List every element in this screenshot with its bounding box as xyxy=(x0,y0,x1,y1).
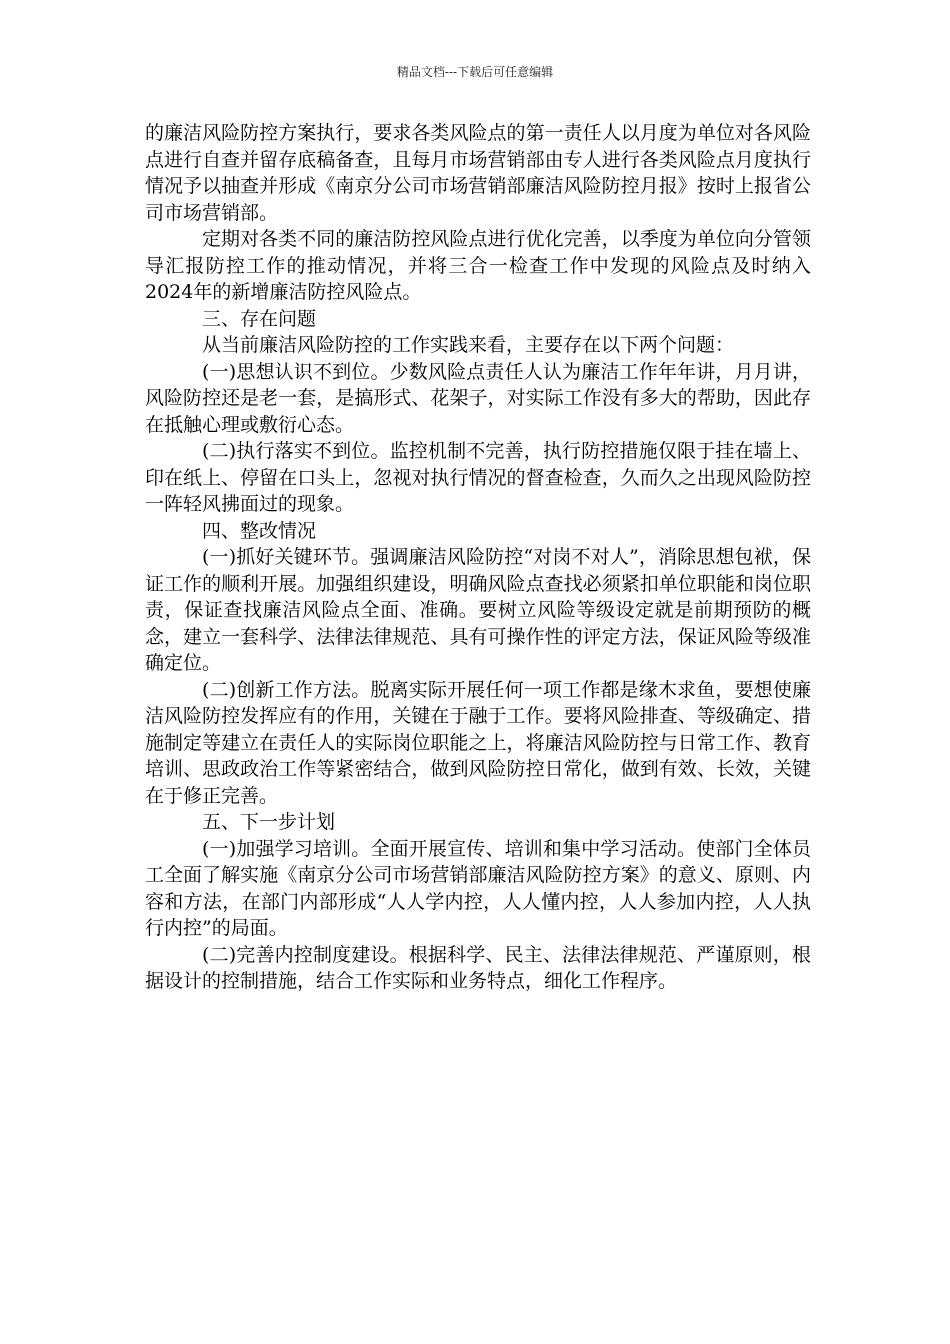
paragraph-problems-intro: 从当前廉洁风险防控的工作实践来看，主要存在以下两个问题： xyxy=(202,334,735,356)
paragraph-plan-1: (一)加强学习培训。全面开展宣传、培训和集中学习活动。使部门全体员工全面了解实施《南京分公司市场营销部廉洁风险防控方案》的意义、原则、内容和方法，在部门内部形成“人人学内控，人人懂内控，人人参加内控，人人执行内控”的局面。 xyxy=(145,837,811,939)
section-heading-rectification: 四、整改情况 xyxy=(202,519,317,542)
paragraph-rectification-2: (二)创新工作方法。脱离实际开展任何一项工作都是缘木求鱼，要想使廉洁风险防控发挥应有的作用，关键在于融于工作。要将风险排查、等级确定、措施制定等建立在责任人的实际岗位职能之上，将廉洁风险防控与日常工作、教育培训、思政政治工作等紧密结合，做到风险防控日常化，做到有效、长效，关键在于修正完善。 xyxy=(145,678,811,807)
document-body xyxy=(145,120,811,995)
section-heading-next-plan: 五、下一步计划 xyxy=(202,811,336,833)
paragraph-plan-2: (二)完善内控制度建设。根据科学、民主、法律法律规范、严谨原则，根据设计的控制措施，结合工作实际和业务特点，细化工作程序。 xyxy=(145,943,811,992)
paragraph-problem-1: (一)思想认识不到位。少数风险点责任人认为廉洁工作年年讲，月月讲，风险防控还是老一套，是搞形式、花架子，对实际工作没有多大的帮助，因此存在抵触心理或敷衍心态。 xyxy=(145,360,811,436)
paragraph-problem-2: (二)执行落实不到位。监控机制不完善，执行防控措施仅限于挂在墙上、印在纸上、停留在口头上，忽视对执行情况的督查检查，久而久之出现风险防控一阵轻风拂面过的现象。 xyxy=(145,440,811,515)
paragraph-periodic-optimization: 定期对各类不同的廉洁防控风险点进行优化完善，以季度为单位向分管领导汇报防控工作的推动情况，并将三合一检查工作中发现的风险点及时纳入2024年的新增廉洁防控风险点。 xyxy=(145,228,811,303)
section-heading-existing-problems: 三、存在问题 xyxy=(202,307,317,330)
paragraph-continuation: 的廉洁风险防控方案执行，要求各类风险点的第一责任人以月度为单位对各风险点进行自查并留存底稿备查，且每月市场营销部由专人进行各类风险点月度执行情况予以抽查并形成《南京分公司市场营销部廉洁风险防控月报》按时上报省公司市场营销部。 xyxy=(145,122,811,224)
paragraph-rectification-1: (一)抓好关键环节。强调廉洁风险防控“对岗不对人”，消除思想包袱，保证工作的顺利开展。加强组织建设，明确风险点查找必须紧扣单位职能和岗位职责，保证查找廉洁风险点全面、准确。要树立风险等级设定就是前期预防的概念，建立一套科学、法律法律规范、具有可操作性的评定方法，保证风险等级准确定位。 xyxy=(145,546,811,674)
page-header: 精品文档---下载后可任意编辑 xyxy=(396,65,554,79)
